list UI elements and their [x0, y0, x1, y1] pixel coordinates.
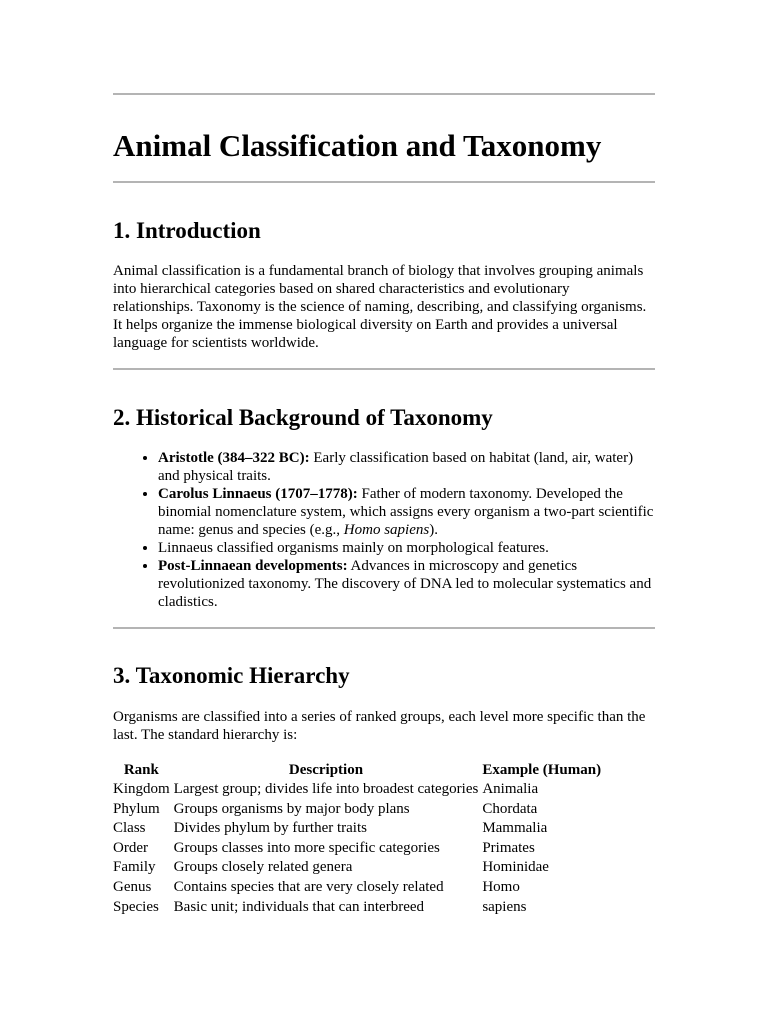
- table-row: [111, 780, 603, 800]
- list-item: [158, 449, 655, 485]
- list-item: [158, 557, 655, 611]
- page-title: Animal Classification and Taxonomy: [113, 128, 602, 163]
- table-row: [111, 878, 603, 898]
- table-row: [111, 819, 603, 839]
- history-list: [113, 449, 655, 611]
- table-cell: Chordata: [482, 800, 538, 817]
- list-item-term: Carolus Linnaeus (1707–1778):: [158, 486, 358, 502]
- table-cell: Contains species that are very closely related: [173, 878, 444, 895]
- list-item-text: Linnaeus classified organisms mainly on morphological features.: [158, 540, 549, 556]
- column-header-description: Description: [288, 762, 364, 778]
- table-header-row: [111, 760, 603, 780]
- table-cell: Mammalia: [482, 820, 548, 837]
- table-row: [111, 858, 603, 878]
- table-cell: Animalia: [482, 781, 539, 797]
- list-item-italic: Homo sapiens: [343, 522, 430, 538]
- list-item-term: Aristotle (384–322 BC):: [158, 450, 310, 466]
- hierarchy-table: [111, 760, 603, 917]
- table-cell: Species: [113, 898, 159, 915]
- divider: [113, 181, 655, 183]
- hierarchy-paragraph: Organisms are classified into a series of ranked groups, each level more specific than the last. The standard hierarchy is:: [113, 709, 646, 743]
- table-cell: sapiens: [482, 898, 527, 915]
- list-item-text: Father of modern taxonomy. Developed the binomial nomenclature system, which assigns every organism a two-part scientific name: genus and species (e.g.,: [158, 486, 654, 538]
- table-cell: Groups organisms by major body plans: [173, 800, 410, 817]
- table-cell: Divides phylum by further traits: [173, 820, 367, 837]
- list-item-text: Advances in microscopy and genetics revolutionized taxonomy. The discovery of DNA led to molecular systematics and cladistics.: [158, 558, 652, 610]
- table-cell: Genus: [113, 878, 152, 895]
- divider: [113, 627, 655, 629]
- divider: [113, 368, 655, 370]
- column-header-rank: Rank: [123, 762, 159, 778]
- column-header-example: Example (Human): [482, 762, 602, 778]
- section-heading-history: 2. Historical Background of Taxonomy: [113, 405, 493, 430]
- list-item: [158, 539, 655, 557]
- list-item-term: Post-Linnaean developments:: [158, 558, 348, 574]
- list-item: [158, 485, 655, 539]
- table-cell: Class: [113, 820, 146, 837]
- table-cell: Basic unit; individuals that can interbreed: [173, 898, 425, 915]
- table-cell: Homo: [482, 878, 520, 895]
- table-cell: Order: [113, 839, 148, 856]
- list-item-text: Early classification based on habitat (land, air, water) and physical traits.: [158, 450, 634, 484]
- table-row: [111, 839, 603, 859]
- list-item-tail: ).: [429, 522, 438, 538]
- table-cell: Kingdom: [113, 781, 170, 797]
- divider: [113, 93, 655, 95]
- introduction-paragraph: Animal classification is a fundamental branch of biology that involves grouping animals into hierarchical categories based on shared characteristics and evolutionary relationships. Taxonomy is the science of naming, describing, and classifying organisms. It helps organize the immense biological diversity on Earth and provides a universal language for scientists worldwide.: [113, 263, 647, 351]
- table-cell: Groups classes into more specific categories: [173, 839, 440, 856]
- section-heading-introduction: 1. Introduction: [113, 218, 261, 243]
- table-cell: Primates: [482, 839, 535, 856]
- section-heading-hierarchy: 3. Taxonomic Hierarchy: [113, 663, 350, 688]
- table-row: [111, 800, 603, 820]
- table-row: [111, 898, 603, 918]
- table-cell: Family: [113, 859, 156, 876]
- table-cell: Hominidae: [482, 859, 549, 876]
- table-cell: Phylum: [113, 800, 160, 817]
- table-cell: Largest group; divides life into broadest categories: [173, 781, 479, 797]
- table-cell: Groups closely related genera: [173, 859, 353, 876]
